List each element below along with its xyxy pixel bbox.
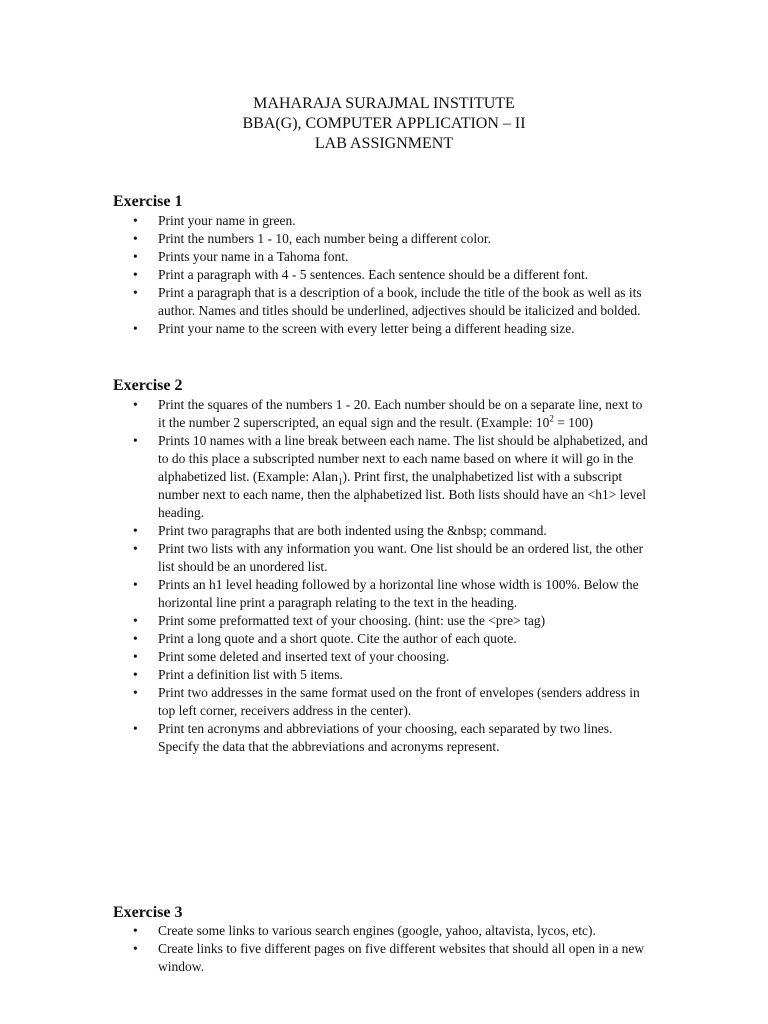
list-item: [133, 432, 653, 522]
course-name: BBA(G), COMPUTER APPLICATION – II: [242, 115, 526, 132]
list-item: • Print some preformatted text of your choosing. (hint: use the <pre> tag): [133, 612, 653, 630]
superscript: 2: [549, 413, 554, 424]
item-text: = 100): [553, 415, 594, 430]
exercise-1-heading: Exercise 1: [113, 193, 183, 210]
list-item: • Print some deleted and inserted text of your choosing.: [133, 648, 653, 666]
subscript: 1: [337, 476, 343, 487]
item-text: ). Print first, the unalphabetized list with a subscript number next to each name, then the alphabetized list. Both lists should have an <h1> level heading.: [158, 469, 646, 520]
list-item: • Print a paragraph that is a description of a book, include the title of the book as well as its author. Names and titles should be underlined, adjectives should be italicized and bolded.: [133, 284, 653, 320]
exercise-3-heading: Exercise 3: [113, 904, 183, 921]
institute-name: MAHARAJA SURAJMAL INSTITUTE: [253, 95, 515, 112]
list-item: • Print your name to the screen with every letter being a different heading size.: [133, 320, 653, 338]
list-item: • Print a paragraph with 4 - 5 sentences. Each sentence should be a different font.: [133, 266, 653, 284]
exercise-1-list: [133, 212, 653, 338]
item-text: Print the squares of the numbers 1 - 20. Each number should be on a separate line, next to it the number 2 superscripted, an equal sign and the result. (Example: 10: [158, 397, 643, 430]
list-item: • Prints an h1 level heading followed by a horizontal line whose width is 100%. Below the horizontal line print a paragraph relating to the text in the heading.: [133, 576, 653, 612]
list-item: • Print your name in green.: [133, 212, 653, 230]
list-item: • Print a long quote and a short quote. Cite the author of each quote.: [133, 630, 653, 648]
list-item: • Print two paragraphs that are both indented using the &nbsp; command.: [133, 522, 653, 540]
list-item: • Create some links to various search engines (google, yahoo, altavista, lycos, etc).: [133, 922, 653, 940]
list-item: • Print two lists with any information you want. One list should be an ordered list, the other list should be an unordered list.: [133, 540, 653, 576]
list-item: • Print a definition list with 5 items.: [133, 666, 653, 684]
exercise-3-list: [133, 922, 653, 976]
assignment-title: LAB ASSIGNMENT: [314, 135, 454, 152]
item-text: Prints 10 names with a line break between each name. The list should be alphabetized, and to do this place a subscripted number next to each name based on where it will go in the alphabetized list. (Example: Alan: [158, 433, 648, 484]
exercise-2-list: [133, 396, 653, 756]
list-item: [133, 396, 653, 432]
list-item: • Print ten acronyms and abbreviations of your choosing, each separated by two lines. Specify the data that the abbreviations and acronyms represent.: [133, 720, 653, 756]
list-item: • Prints your name in a Tahoma font.: [133, 248, 653, 266]
list-item: • Print the numbers 1 - 10, each number being a different color.: [133, 230, 653, 248]
list-item: • Print two addresses in the same format used on the front of envelopes (senders address in top left corner, receivers address in the center).: [133, 684, 653, 720]
exercise-2-heading: Exercise 2: [113, 377, 183, 394]
document-header: [0, 94, 768, 154]
list-item: • Create links to five different pages on five different websites that should all open in a new window.: [133, 940, 653, 976]
